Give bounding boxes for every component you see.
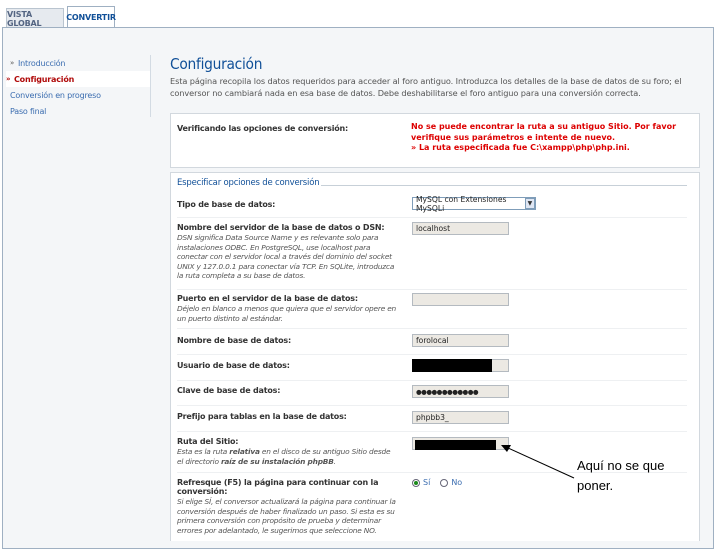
row-divider	[177, 405, 687, 406]
sidebar-divider	[150, 55, 151, 117]
db-pass-label: Clave de base de datos:	[177, 386, 281, 395]
db-user-label: Usuario de base de datos:	[177, 361, 290, 370]
db-name-input[interactable]: forolocal	[412, 334, 509, 347]
page-title: Configuración	[170, 55, 263, 73]
verify-panel	[170, 113, 700, 168]
radio-yes-label[interactable]: Sí	[423, 478, 431, 487]
refresh-label-text: Refresque (F5) la página para continuar con la conversión:	[177, 478, 379, 496]
sidebar-item-conversion[interactable]	[6, 87, 150, 103]
db-port-help: Déjelo en blanco a menos que quiera que el servidor opere en un puerto distinto al estándar.	[177, 304, 397, 323]
db-host-help: DSN significa Data Source Name y es relevante solo para instalaciones ODBC. En PostgreSQL, use localhost para conectar con el servidor local a través del dominio del socket UNIX y 127.0.0.1 para conectar vía TCP. En SQLite, introduzca la ruta completa a su base de datos.	[177, 233, 395, 281]
tab-vista-global[interactable]: VISTA GLOBAL	[6, 8, 64, 28]
chevron-down-icon[interactable]: ▼	[525, 198, 535, 209]
radio-no[interactable]	[440, 479, 448, 487]
annotation-line-1: Aquí no se que	[577, 458, 665, 473]
sidebar-item-introduccion[interactable]	[6, 55, 150, 71]
db-type-value: MySQL con Extensiones MySQLi	[416, 194, 507, 213]
db-host-label-text: Nombre del servidor de la base de datos o DSN:	[177, 223, 385, 232]
db-host-input[interactable]: localhost	[412, 222, 509, 235]
site-path-help: Esta es la ruta relativa en el disco de su antiguo Sitio desde el directorio raíz de su instalación phpBB.	[177, 447, 391, 466]
chevron-icon: »	[10, 59, 15, 67]
refresh-help: Si elige SÍ, el conversor actualizará la página para continuar la conversión después de haber finalizado un paso. Si esta es su primera conversión con propósito de prueba y determinar errores por adelantado, le sugerimos que seleccione NO.	[177, 497, 396, 535]
chevron-icon: »	[6, 75, 11, 83]
sidebar-menu	[6, 55, 150, 119]
row-divider	[177, 431, 687, 432]
db-port-input[interactable]	[412, 293, 509, 306]
db-type-label: Tipo de base de datos:	[177, 200, 276, 209]
sidebar-item-label: Conversión en progreso	[10, 90, 101, 100]
tab-convertir[interactable]: CONVERTIR	[67, 6, 115, 28]
sidebar-item-label: Configuración	[14, 74, 75, 84]
error-message	[411, 122, 693, 154]
refresh-label	[177, 478, 399, 535]
sidebar-item-label: Introducción	[18, 58, 66, 68]
error-line-1: No se puede encontrar la ruta a su antiguo Sitio. Por favor verifique sus parámetros e intente de nuevo.	[411, 122, 677, 142]
row-divider	[177, 289, 687, 290]
db-pass-input[interactable]: ●●●●●●●●●●●●	[412, 385, 509, 398]
annotation-line-2: poner.	[577, 478, 614, 493]
error-line-2: » La ruta especificada fue C:\xampp\php\php.ini.	[411, 143, 630, 152]
row-divider	[177, 354, 687, 355]
row-divider	[177, 380, 687, 381]
verify-label: Verificando las opciones de conversión:	[177, 124, 349, 133]
db-name-label: Nombre de base de datos:	[177, 336, 291, 345]
annotation-text	[577, 456, 664, 496]
row-divider	[177, 328, 687, 329]
db-port-label-text: Puerto en el servidor de la base de datos:	[177, 294, 358, 303]
redaction-box	[415, 440, 496, 450]
redaction-box	[412, 359, 492, 372]
row-divider	[177, 217, 687, 218]
sidebar-item-paso-final[interactable]	[6, 103, 150, 119]
site-path-label-text: Ruta del Sitio:	[177, 437, 239, 446]
refresh-radio-group	[412, 478, 462, 487]
table-prefix-label: Prefijo para tablas en la base de datos:	[177, 412, 347, 421]
sidebar-item-label: Paso final	[10, 106, 47, 116]
sidebar-item-configuracion[interactable]	[6, 71, 150, 87]
db-port-label	[177, 294, 397, 323]
db-type-select[interactable]	[412, 194, 536, 213]
radio-yes[interactable]	[412, 479, 420, 487]
site-path-label	[177, 437, 397, 466]
fieldset-legend: Especificar opciones de conversión	[177, 178, 320, 188]
radio-no-label[interactable]: No	[451, 478, 463, 487]
db-host-label	[177, 223, 397, 281]
page-intro: Esta página recopila los datos requeridos para acceder al foro antiguo. Introduzca los detalles de la base de datos de su foro; el conversor no cambiará nada en esa base de datos. Debe deshabilitarse el foro antiguo para una conversión correcta.	[170, 76, 682, 98]
table-prefix-input[interactable]: phpbb3_	[412, 411, 509, 424]
